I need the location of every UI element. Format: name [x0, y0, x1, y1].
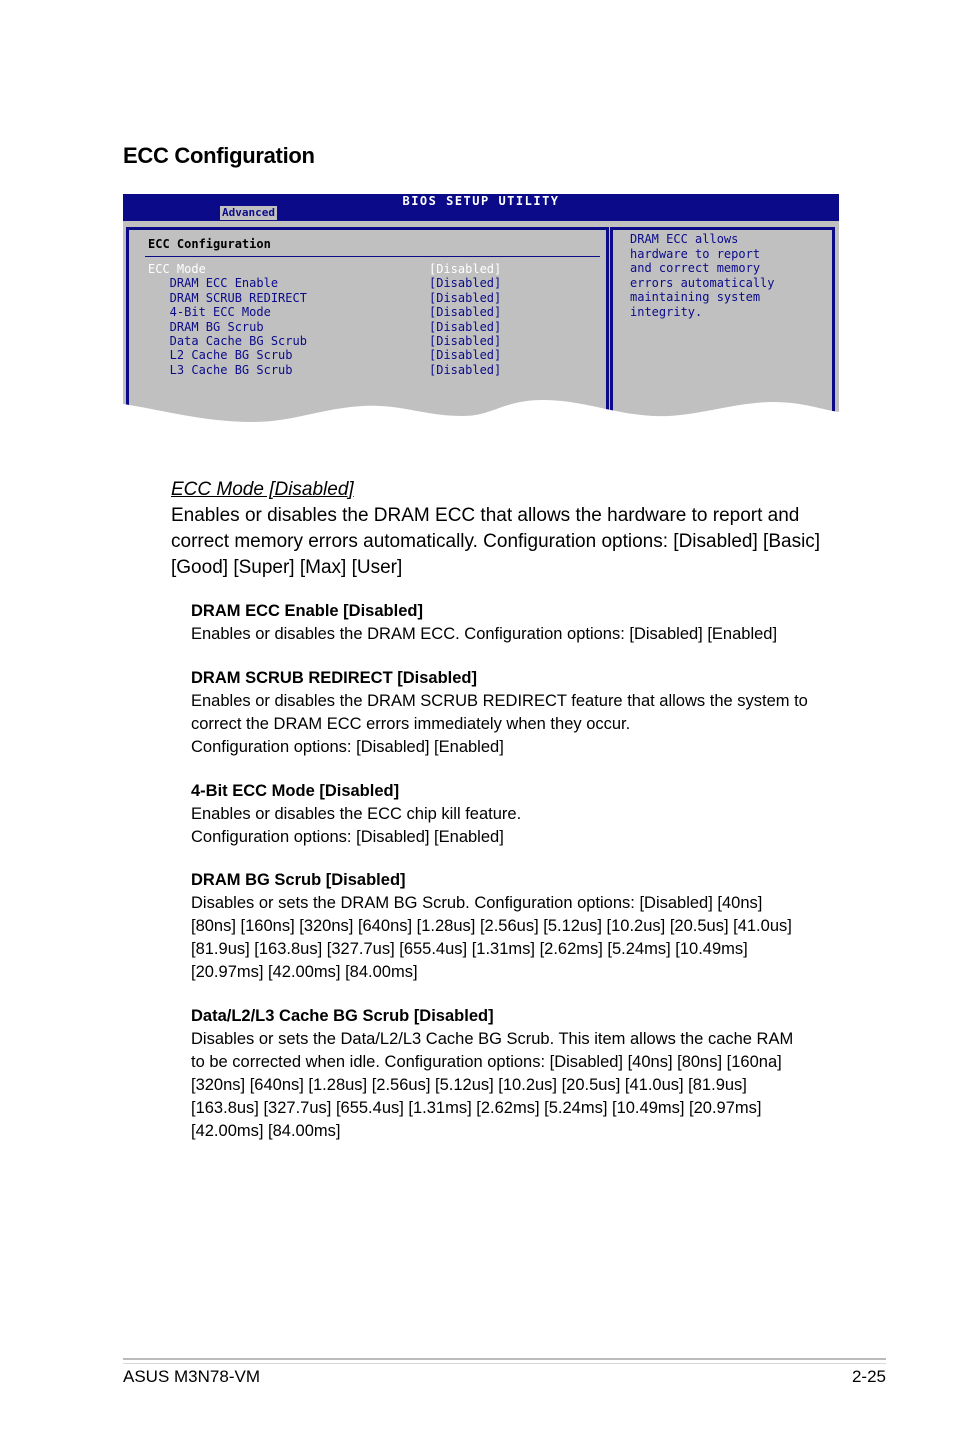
- sub-item-dram-scrub-redirect: [191, 667, 851, 759]
- bios-item-value: [Disabled]: [429, 319, 502, 334]
- bios-item-label: DRAM ECC Enable: [148, 276, 279, 291]
- footer-product: ASUS M3N78-VM: [123, 1367, 260, 1386]
- sub-item-line: [320ns] [640ns] [1.28us] [2.56us] [5.12us] [10.2us] [20.5us] [41.0us] [81.9us]: [191, 1076, 747, 1094]
- bios-title: BIOS SETUP UTILITY: [402, 194, 560, 208]
- sub-item-dram-ecc-enable: [191, 600, 851, 646]
- bios-item-label: 4-Bit ECC Mode: [148, 305, 271, 320]
- bios-item-row[interactable]: [148, 334, 588, 348]
- bios-item-value: [Disabled]: [429, 334, 502, 348]
- bios-item-row[interactable]: [148, 291, 588, 305]
- sub-item-line: Configuration options: [Disabled] [Enabled]: [191, 828, 504, 846]
- bios-item-label: Data Cache BG Scrub: [148, 334, 307, 348]
- bios-item-row[interactable]: [148, 320, 588, 334]
- sub-item-title: Data/L2/L3 Cache BG Scrub [Disabled]: [191, 1007, 494, 1025]
- sub-item-line: [42.00ms] [84.00ms]: [191, 1122, 341, 1140]
- bios-item-value: [Disabled]: [429, 276, 502, 291]
- bios-item-label: DRAM SCRUB REDIRECT: [148, 290, 307, 305]
- sub-item-line: to be corrected when idle. Configuration options: [Disabled] [40ns] [80ns] [160na]: [191, 1053, 782, 1071]
- bios-item-row[interactable]: [148, 305, 588, 319]
- bios-item-value: [Disabled]: [429, 262, 502, 276]
- bios-item-label: ECC Mode: [148, 262, 206, 276]
- sub-item-title: DRAM BG Scrub [Disabled]: [191, 871, 406, 889]
- sub-item-line: [20.97ms] [42.00ms] [84.00ms]: [191, 963, 418, 981]
- bios-screenshot: [123, 194, 839, 426]
- bios-item-value: [Disabled]: [429, 290, 502, 305]
- bios-item-label: DRAM BG Scrub: [148, 319, 264, 334]
- bios-item-value: [Disabled]: [429, 362, 502, 377]
- sub-item-line: Enables or disables the DRAM ECC. Configuration options: [Disabled] [Enabled]: [191, 625, 778, 643]
- sub-item-line: correct the DRAM ECC errors immediately when they occur.: [191, 715, 631, 733]
- bios-item-label: L3 Cache BG Scrub: [148, 362, 293, 377]
- ecc-mode-description: Enables or disables the DRAM ECC that allows the hardware to report and correct memory errors automatically. Configuration options: [Disabled] [Basic] [Good] [Super] [Max] [User]: [171, 505, 821, 578]
- sub-item-line: [163.8us] [327.7us] [655.4us] [1.31ms] [2.62ms] [5.24ms] [10.49ms] [20.97ms]: [191, 1099, 762, 1117]
- sub-item-line: [80ns] [160ns] [320ns] [640ns] [1.28us] [2.56us] [5.12us] [10.2us] [20.5us] [41.0us]: [191, 917, 792, 935]
- sub-item-cache-bg-scrub: [191, 1005, 851, 1143]
- sub-item-line: Disables or sets the Data/L2/L3 Cache BG Scrub. This item allows the cache RAM: [191, 1030, 794, 1048]
- footer-page-number: 2-25: [851, 1367, 886, 1386]
- torn-edge: [123, 392, 839, 426]
- sub-item-line: Enables or disables the ECC chip kill feature.: [191, 805, 522, 823]
- bios-item-row[interactable]: [148, 262, 588, 276]
- bios-item-value: [Disabled]: [429, 305, 502, 320]
- section-title: ECC Configuration: [123, 143, 315, 168]
- bios-item-value: [Disabled]: [429, 348, 502, 363]
- ecc-mode-heading: ECC Mode [Disabled]: [171, 479, 354, 500]
- sub-item-line: [81.9us] [163.8us] [327.7us] [655.4us] [1.31ms] [2.62ms] [5.24ms] [10.49ms]: [191, 940, 748, 958]
- sub-item-line: Disables or sets the DRAM BG Scrub. Configuration options: [Disabled] [40ns]: [191, 894, 763, 912]
- sub-item-line: Configuration options: [Disabled] [Enabled]: [191, 738, 504, 756]
- sub-item-4bit-ecc-mode: [191, 780, 851, 849]
- sub-item-dram-bg-scrub: [191, 869, 851, 984]
- bios-tab-advanced[interactable]: Advanced: [222, 206, 275, 219]
- bios-panel-title: ECC Configuration: [148, 237, 271, 251]
- bios-help-text: DRAM ECC allows hardware to report and correct memory errors automatically maintaining system integrity.: [630, 232, 775, 319]
- bios-item-row[interactable]: [148, 363, 588, 377]
- bios-item-row[interactable]: [148, 276, 588, 290]
- sub-item-title: 4-Bit ECC Mode [Disabled]: [191, 782, 400, 800]
- bios-header: [123, 194, 839, 221]
- sub-item-title: DRAM ECC Enable [Disabled]: [191, 602, 423, 620]
- footer-rule: [123, 1358, 886, 1364]
- bios-item-label: L2 Cache BG Scrub: [148, 348, 293, 363]
- sub-item-line: Enables or disables the DRAM SCRUB REDIRECT feature that allows the system to: [191, 692, 808, 710]
- sub-item-title: DRAM SCRUB REDIRECT [Disabled]: [191, 669, 478, 687]
- bios-item-row[interactable]: [148, 348, 588, 362]
- bios-separator: [145, 256, 600, 257]
